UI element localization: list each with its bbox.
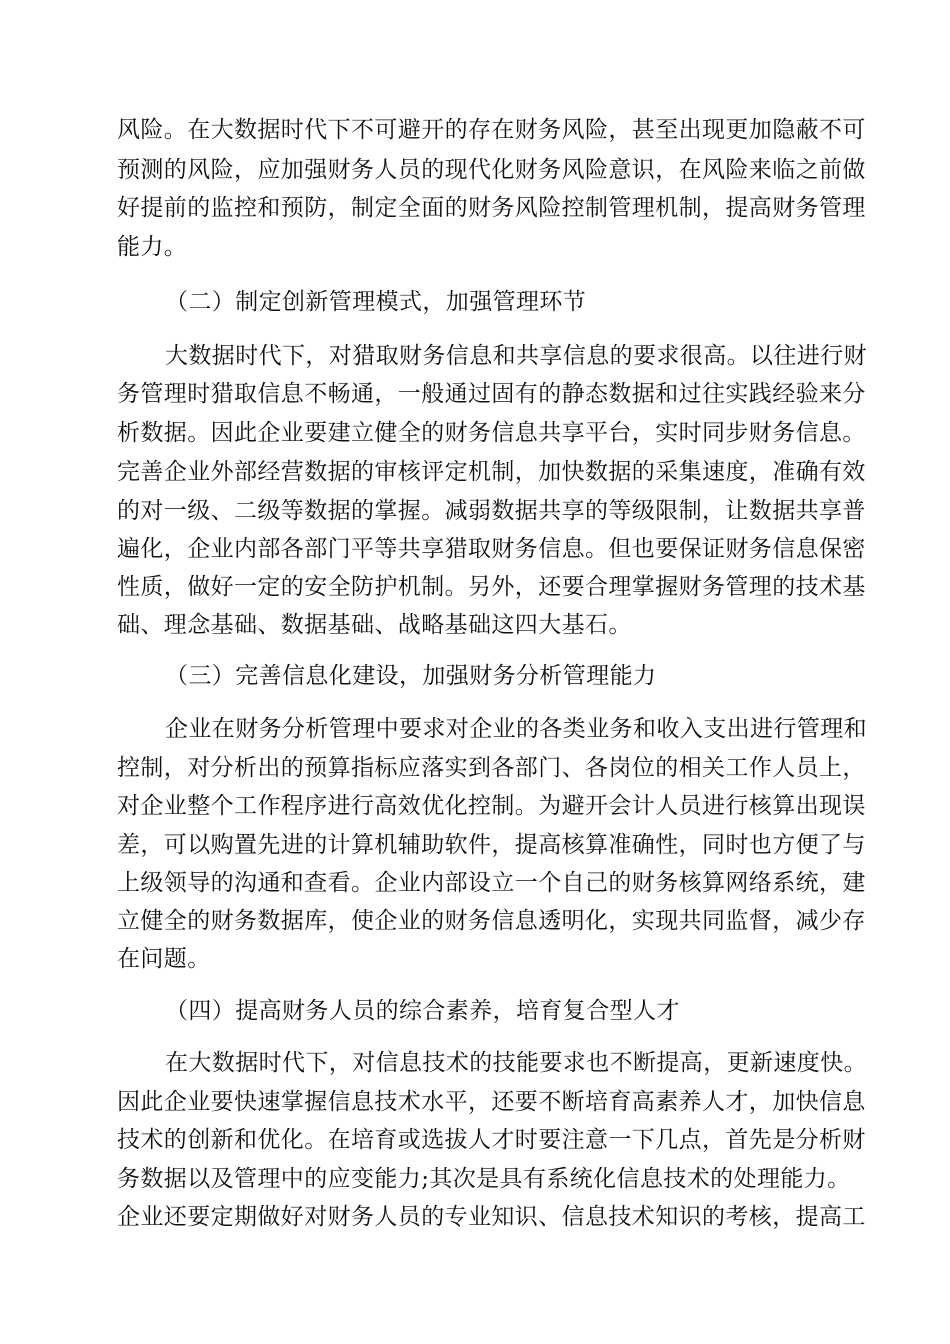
paragraph-line: 好提前的监控和预防，制定全面的财务风险控制管理机制，提高财务管理 bbox=[117, 195, 866, 221]
paragraph-line: 析数据。因此企业要建立健全的财务信息共享平台，实时同步财务信息。 bbox=[117, 420, 866, 446]
paragraph-first-line: 在大数据时代下，对信息技术的技能要求也不断提高，更新速度快。 bbox=[165, 1050, 867, 1076]
paragraph-line: 础、理念基础、数据基础、战略基础这四大基石。 bbox=[117, 612, 632, 638]
paragraph-line: 对企业整个工作程序进行高效优化控制。为避开会计人员进行核算出现误 bbox=[117, 793, 866, 819]
section-heading-2: （二）制定创新管理模式，加强管理环节 bbox=[165, 289, 587, 315]
paragraph-line: 的对一级、二级等数据的掌握。减弱数据共享的等级限制，让数据共享普 bbox=[117, 498, 866, 524]
paragraph-first-line: 企业在财务分析管理中要求对企业的各类业务和收入支出进行管理和 bbox=[165, 716, 867, 742]
paragraph-line: 技术的创新和优化。在培育或选拔人才时要注意一下几点，首先是分析财 bbox=[117, 1127, 866, 1153]
section-heading-3: （三）完善信息化建设，加强财务分析管理能力 bbox=[165, 663, 657, 689]
paragraph-line: 因此企业要快速掌握信息技术水平，还要不断培育高素养人才，加快信息 bbox=[117, 1089, 866, 1115]
paragraph-line: 差，可以购置先进的计算机辅助软件，提高核算准确性，同时也方便了与 bbox=[117, 832, 866, 858]
paragraph-line: 控制，对分析出的预算指标应落实到各部门、各岗位的相关工作人员上， bbox=[117, 755, 866, 781]
paragraph-line: 立健全的财务数据库，使企业的财务信息透明化，实现共同监督，减少存 bbox=[117, 908, 866, 934]
paragraph-line: 遍化，企业内部各部门平等共享猎取财务信息。但也要保证财务信息保密 bbox=[117, 536, 866, 562]
paragraph-line: 务管理时猎取信息不畅通，一般通过固有的静态数据和过往实践经验来分 bbox=[117, 381, 866, 407]
paragraph-line: 性质，做好一定的安全防护机制。另外，还要合理掌握财务管理的技术基 bbox=[117, 574, 866, 600]
paragraph-line: 完善企业外部经营数据的审核评定机制，加快数据的采集速度，准确有效 bbox=[117, 459, 866, 485]
paragraph-line: 在问题。 bbox=[117, 946, 211, 972]
paragraph-line: 能力。 bbox=[117, 234, 188, 260]
paragraph-line: 预测的风险，应加强财务人员的现代化财务风险意识，在风险来临之前做 bbox=[117, 157, 866, 183]
paragraph-line: 企业还要定期做好对财务人员的专业知识、信息技术知识的考核，提高工 bbox=[117, 1204, 866, 1230]
paragraph-line: 上级领导的沟通和查看。企业内部设立一个自己的财务核算网络系统，建 bbox=[117, 870, 866, 896]
paragraph-line: 风险。在大数据时代下不可避开的存在财务风险，甚至出现更加隐蔽不可 bbox=[117, 117, 866, 143]
paragraph-first-line: 大数据时代下，对猎取财务信息和共享信息的要求很高。以往进行财 bbox=[165, 343, 867, 369]
paragraph-line: 务数据以及管理中的应变能力;其次是具有系统化信息技术的处理能力。 bbox=[117, 1166, 851, 1192]
section-heading-4: （四）提高财务人员的综合素养，培育复合型人才 bbox=[165, 998, 680, 1024]
